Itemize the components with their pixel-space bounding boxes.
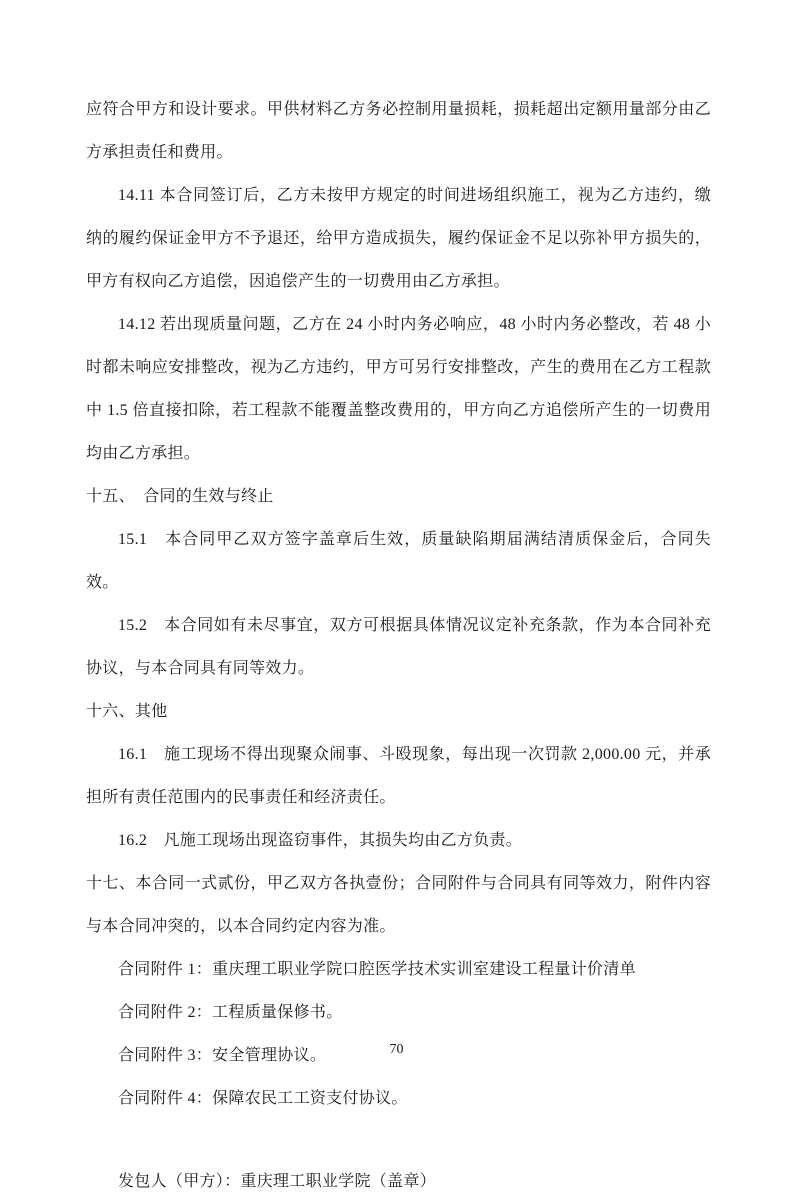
signature-party-a: 发包人（甲方）：重庆理工职业学院（盖章） [118,1173,437,1190]
section-17: 十七、本合同一式贰份，甲乙双方各执壹份；合同附件与合同具有同等效力，附件内容与本合同冲突的，以本合同约定内容为准。 [86,875,711,935]
page-number: 70 [389,1042,404,1057]
clause-16-2: 16.2 凡施工现场出现盗窃事件，其损失均由乙方负责。 [118,832,523,849]
clause-15-1: 15.1 本合同甲乙双方签字盖章后生效，质量缺陷期届满结清质保金后，合同失效。 [86,531,711,591]
attachment-2: 合同附件 2：工程质量保修书。 [118,1004,343,1021]
attachment-4: 合同附件 4：保障农民工工资支付协议。 [118,1090,408,1107]
clause-14-11: 14.11 本合同签订后，乙方未按甲方规定的时间进场组织施工，视为乙方违约，缴纳的履约保证金甲方不予退还，给甲方造成损失，履约保证金不足以弥补甲方损失的，甲方有权向乙方追偿，因追偿产生的一切费用由乙方承担。 [86,187,711,290]
section-heading-15: 十五、 合同的生效与终止 [86,488,274,505]
attachment-3: 合同附件 3：安全管理协议。 [118,1047,327,1064]
attachment-1: 合同附件 1：重庆理工职业学院口腔医学技术实训室建设工程量计价清单 [118,961,636,978]
clause-continuation: 应符合甲方和设计要求。甲供材料乙方务必控制用量损耗，损耗超出定额用量部分由乙方承担责任和费用。 [86,101,711,161]
contract-body [86,88,711,1203]
clause-16-1: 16.1 施工现场不得出现聚众闹事、斗殴现象，每出现一次罚款 2,000.00 元，并承担所有责任范围内的民事责任和经济责任。 [86,746,711,806]
clause-15-2: 15.2 本合同如有未尽事宜，双方可根据具体情况议定补充条款，作为本合同补充协议，与本合同具有同等效力。 [86,617,711,677]
section-heading-16: 十六、其他 [86,703,168,720]
clause-14-12: 14.12 若出现质量问题，乙方在 24 小时内务必响应，48 小时内务必整改，若 48 小时都未响应安排整改，视为乙方违约，甲方可另行安排整改，产生的费用在乙方工程款中 1.5 倍直接扣除，若工程款不能覆盖整改费用的，甲方向乙方追偿所产生的一切费用均由乙方承担。 [86,316,711,462]
